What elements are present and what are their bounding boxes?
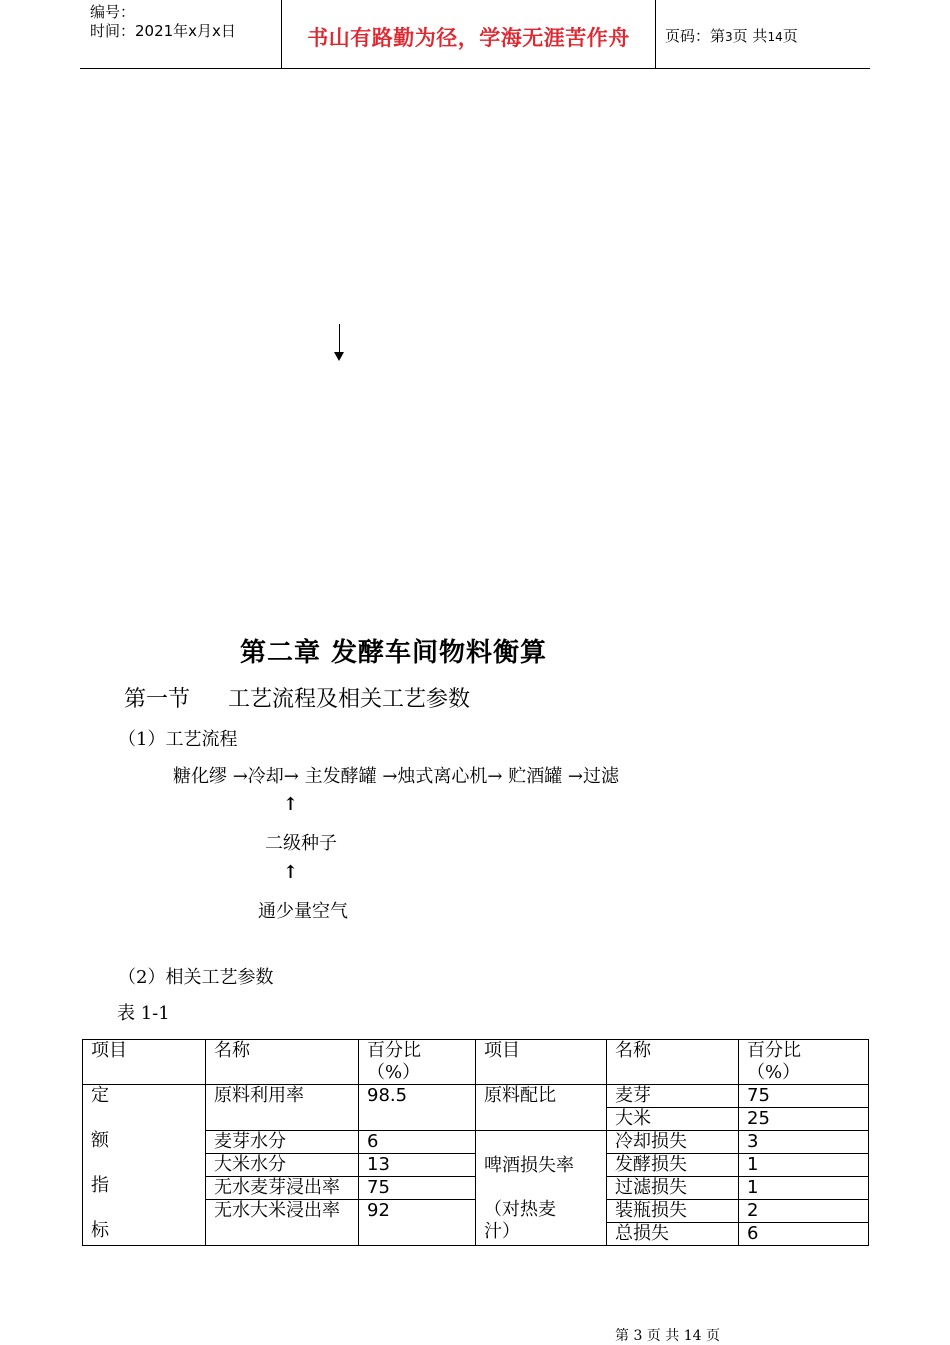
header-cell: 名称 xyxy=(607,1040,739,1085)
page-header xyxy=(80,0,870,69)
table-cell: 6 xyxy=(359,1131,476,1154)
section-heading xyxy=(124,682,470,713)
table-cell: 98.5 xyxy=(359,1085,476,1131)
page-total: 14 xyxy=(767,30,783,44)
seed-label: 二级种子 xyxy=(265,833,337,854)
table-cell: 13 xyxy=(359,1154,476,1177)
table-cell: 25 xyxy=(739,1108,869,1131)
page-mid: 页 共 xyxy=(732,27,768,45)
table-cell: 1 xyxy=(739,1177,869,1200)
page-suffix: 页 xyxy=(782,27,798,45)
header-cell xyxy=(359,1040,476,1085)
table-cell: 装瓶损失 xyxy=(607,1200,739,1223)
connector-line xyxy=(339,324,340,354)
header-cell: 项目 xyxy=(476,1040,607,1085)
header-meta xyxy=(90,3,236,41)
table-cell: 3 xyxy=(739,1131,869,1154)
table-cell: 过滤损失 xyxy=(607,1177,739,1200)
table-cell: 冷却损失 xyxy=(607,1131,739,1154)
time-label: 时间：2021年x月x日 xyxy=(90,22,236,40)
chapter-title: 第二章 发酵车间物料衡算 xyxy=(240,638,548,668)
header-cell: 名称 xyxy=(206,1040,359,1085)
table-cell: 大米水分 xyxy=(206,1154,359,1177)
header-divider xyxy=(655,0,656,68)
page-current: 3 xyxy=(725,30,733,44)
process-heading: （1）工艺流程 xyxy=(118,729,238,750)
table-cell: 75 xyxy=(359,1177,476,1200)
table-header-row xyxy=(83,1040,869,1085)
table-cell: 大米 xyxy=(607,1108,739,1131)
table-cell: 原料利用率 xyxy=(206,1085,359,1131)
table-cell: 1 xyxy=(739,1154,869,1177)
header-motto: 书山有路勤为径，学海无涯苦作舟 xyxy=(307,26,630,50)
table-cell: 无水大米浸出率 xyxy=(206,1200,359,1246)
process-flow: 糖化缪 →冷却→ 主发酵罐 →烛式离心机→ 贮酒罐 →过滤 xyxy=(173,766,620,787)
up-arrow-icon: ↑ xyxy=(283,794,299,815)
header-text: （%） xyxy=(367,1062,421,1083)
number-label: 编号： xyxy=(90,3,136,21)
header-text: 百分比 xyxy=(367,1040,421,1061)
table-cell: 总损失 xyxy=(607,1223,739,1246)
table-cell: 6 xyxy=(739,1223,869,1246)
table-cell: 原料配比 xyxy=(476,1085,607,1131)
table-cell: 92 xyxy=(359,1200,476,1246)
loss-label: 啤酒损失率 xyxy=(484,1155,574,1176)
loss-note: （对热麦 xyxy=(484,1199,556,1220)
parameter-table xyxy=(82,1039,869,1246)
quota-char: 标 xyxy=(91,1220,109,1241)
header-text: 百分比 xyxy=(747,1040,801,1061)
table-cell: 无水麦芽浸出率 xyxy=(206,1177,359,1200)
header-page-number xyxy=(665,25,798,46)
table-cell: 麦芽水分 xyxy=(206,1131,359,1154)
air-label: 通少量空气 xyxy=(258,901,348,922)
quota-group-cell xyxy=(83,1085,206,1246)
table-cell: 发酵损失 xyxy=(607,1154,739,1177)
header-cell xyxy=(739,1040,869,1085)
table-caption: 表 1-1 xyxy=(117,1003,170,1024)
page-prefix: 页码：第 xyxy=(665,27,726,45)
params-heading: （2）相关工艺参数 xyxy=(118,967,274,988)
down-arrow-icon xyxy=(334,352,344,361)
table-row xyxy=(83,1085,869,1108)
quota-char: 定 xyxy=(91,1085,109,1106)
loss-note: 汁） xyxy=(484,1221,520,1242)
header-cell: 项目 xyxy=(83,1040,206,1085)
quota-char: 指 xyxy=(91,1175,109,1196)
page-footer: 第 3 页 共 14 页 xyxy=(615,1328,720,1344)
table-cell: 75 xyxy=(739,1085,869,1108)
loss-label-cell xyxy=(476,1131,607,1246)
section-label: 第一节 xyxy=(124,687,191,712)
header-text: （%） xyxy=(747,1062,801,1083)
section-title: 工艺流程及相关工艺参数 xyxy=(228,687,471,712)
table-cell: 麦芽 xyxy=(607,1085,739,1108)
quota-char: 额 xyxy=(91,1130,109,1151)
up-arrow-icon: ↑ xyxy=(283,862,299,883)
table-cell: 2 xyxy=(739,1200,869,1223)
